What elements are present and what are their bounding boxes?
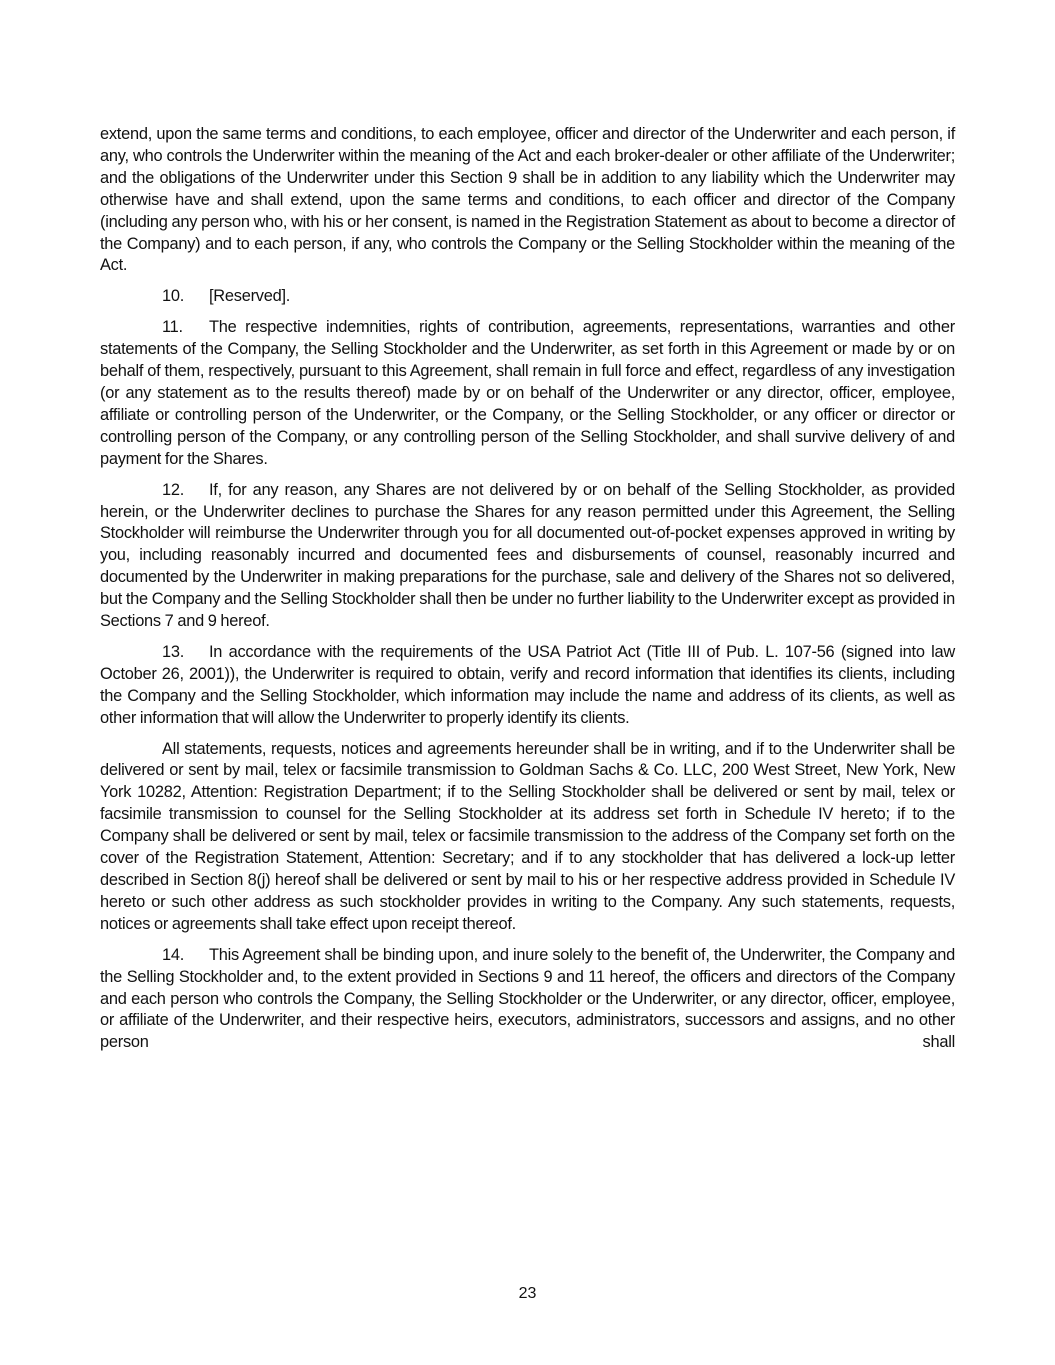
paragraph-text: extend, upon the same terms and conditions, to each employee, officer and director of the Underwriter and each person, if any, who controls the Underwriter within the meaning of the Act and each broker-dealer or other affiliate of the Underwriter; and the obligations of the Underwriter under this Section 9 shall be in addition to any liability which the Underwriter may otherwise have and shall extend, upon the same terms and conditions, to each officer and director of the Company (including any person who, with his or her consent, is named in the Registration Statement as about to become a director of the Company) and to each person, if any, who controls the Company or the Selling Stockholder within the meaning of the Act. [100,125,955,275]
page-number: 23 [518,1285,537,1302]
paragraph-section-11 [100,317,955,470]
paragraph-text: This Agreement shall be binding upon, and inure solely to the benefit of, the Underwriter, the Company and the Selling Stockholder and, to the extent provided in Sections 9 and 11 hereof, the officers and directors of the Company and each person who controls the Company, the Selling Stockholder or the Underwriter, or any director, officer, employee, or affiliate of the Underwriter, and their respective heirs, executors, administrators, successors and assigns, and no other person shall [100,945,955,1052]
paragraph-text: The respective indemnities, rights of contribution, agreements, representations, warranties and other statements of the Company, the Selling Stockholder and the Underwriter, as set forth in this Agreement or made by or on behalf of them, respectively, pursuant to this Agreement, shall remain in full force and effect, regardless of any investigation (or any statement as to the results thereof) made by or on behalf of the Underwriter or any director, officer, employee, affiliate or controlling person of the Underwriter, or the Company, or the Selling Stockholder, or any officer or director or controlling person of the Company, or any controlling person of the Selling Stockholder, and shall survive delivery of and payment for the Shares. [100,318,955,468]
section-number: 11. [162,318,183,337]
paragraph-text: In accordance with the requirements of the USA Patriot Act (Title III of Pub. L. 107-56 (signed into law October 26, 2001)), the Underwriter is required to obtain, verify and record information that identifies its clients, including the Company and the Selling Stockholder, which information may include the name and address of its clients, as well as other information that will allow the Underwriter to properly identify its clients. [100,642,955,727]
document-page [100,124,955,1063]
paragraph-section-10 [100,286,955,308]
paragraph-section-12 [100,480,955,633]
section-number: 10. [162,287,185,306]
section-number: 13. [162,642,185,661]
paragraph-text: If, for any reason, any Shares are not delivered by or on behalf of the Selling Stockholder, as provided herein, or the Underwriter declines to purchase the Shares for any reason permitted under this Agreement, the Selling Stockholder will reimburse the Underwriter through you for all documented out-of-pocket expenses approved in writing by you, including reasonably incurred and documented fees and disbursements of counsel, reasonably incurred and documented by the Underwriter in making preparations for the purchase, sale and delivery of the Shares not so delivered, but the Company and the Selling Stockholder shall then be under no further liability to the Underwriter except as provided in Sections 7 and 9 hereof. [100,480,955,631]
paragraph-text: [Reserved]. [209,287,291,306]
section-number: 14. [162,945,185,964]
paragraph-text: All statements, requests, notices and agreements hereunder shall be in writing, and if to the Underwriter shall be delivered or sent by mail, telex or facsimile transmission to Goldman Sachs & Co. LLC, 200 West Street, New York, New York 10282, Attention: Registration Department; if to the Selling Stockholder shall be delivered or sent by mail, telex or facsimile transmission to counsel for the Selling Stockholder at its address set forth in Schedule IV hereto; if to the Company shall be delivered or sent by mail, telex or facsimile transmission to the address of the Company set forth on the cover of the Registration Statement, Attention: Secretary; and if to any stockholder that has delivered a lock-up letter described in Section 8(j) hereof shall be delivered or sent by mail to his or her respective address provided in Schedule IV hereto or such other address as such stockholder provides in writing to the Company. Any such statements, requests, notices or agreements shall take effect upon receipt thereof. [100,739,955,933]
section-number: 12. [162,480,185,499]
paragraph-section-14 [100,945,955,1055]
paragraph-section-9-continued [100,124,955,277]
paragraph-notices [100,739,955,936]
paragraph-section-13 [100,642,955,730]
